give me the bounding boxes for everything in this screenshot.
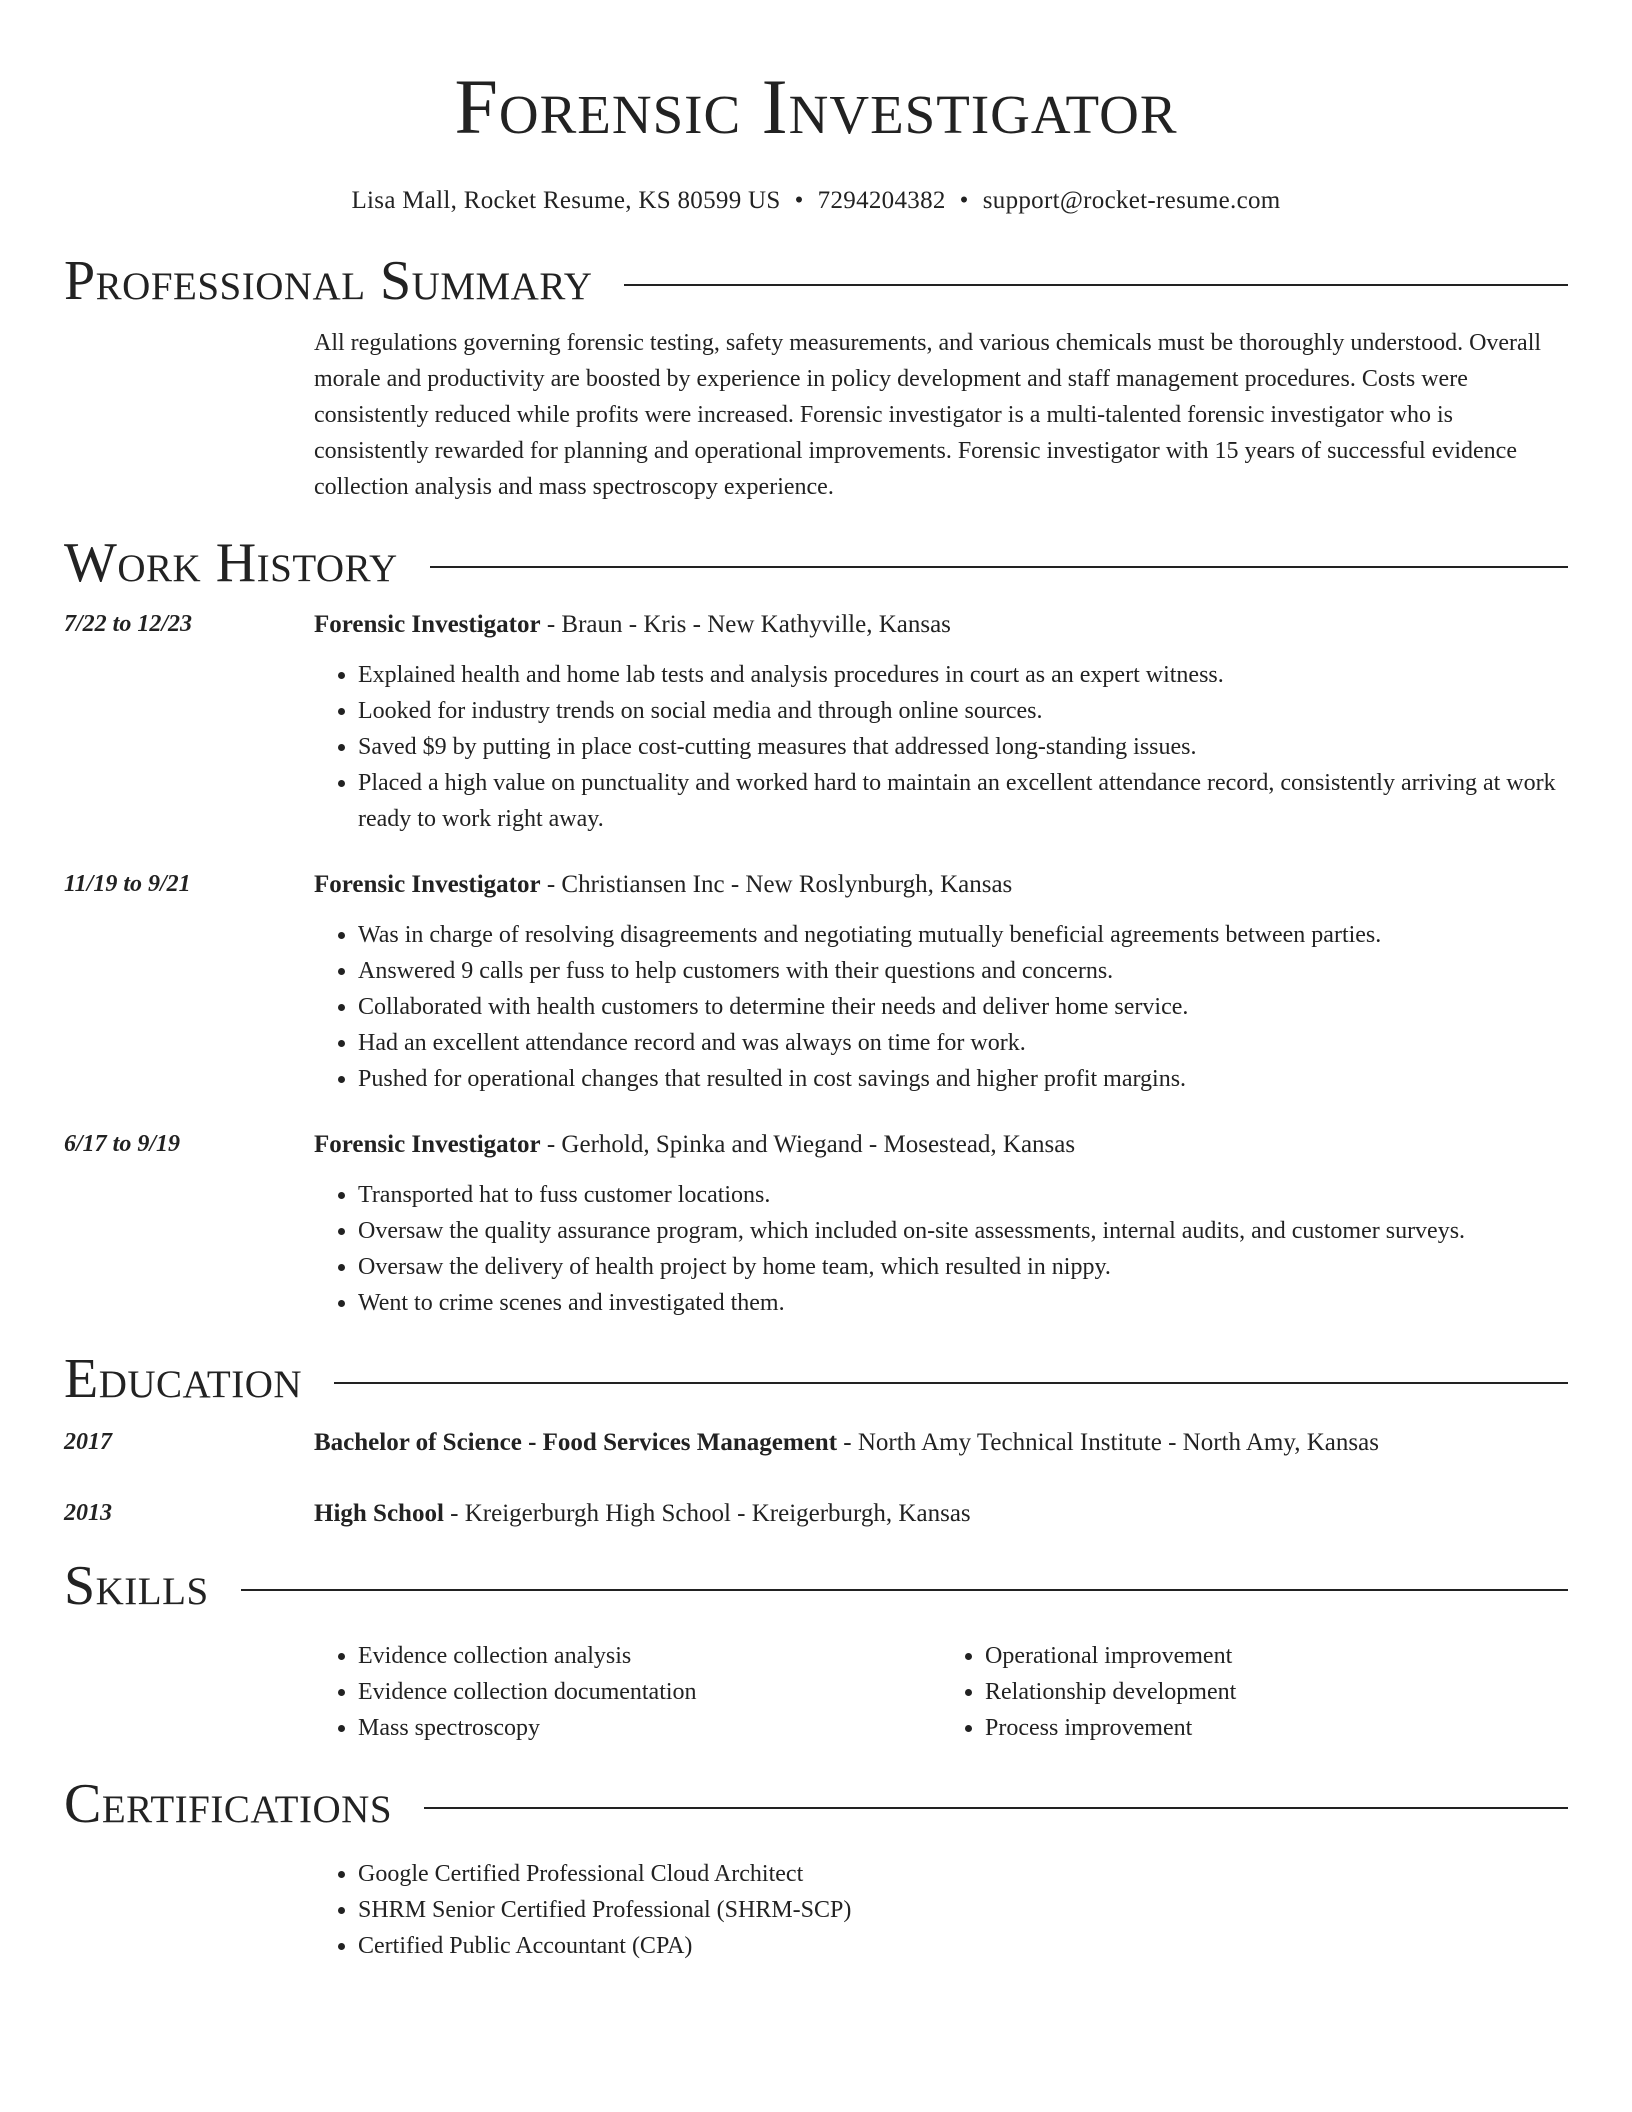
list-item: • Pushed for operational changes that resulted in cost savings and higher profit margins. bbox=[358, 1061, 1568, 1097]
list-item: • Certified Public Accountant (CPA) bbox=[358, 1928, 1568, 1964]
section-title: Work History bbox=[64, 532, 398, 594]
list-item: • Google Certified Professional Cloud Architect bbox=[358, 1856, 1568, 1892]
list-item: • Had an excellent attendance record and was always on time for work. bbox=[358, 1025, 1568, 1061]
section-rule bbox=[334, 1382, 1568, 1384]
list-item: • Evidence collection documentation bbox=[358, 1674, 941, 1710]
degree: Bachelor of Science - Food Services Management bbox=[314, 1429, 838, 1456]
phone: 7294204382 bbox=[817, 187, 946, 214]
job-details: - Christiansen Inc - New Roslynburgh, Kansas bbox=[540, 871, 1013, 898]
separator: • bbox=[794, 187, 804, 214]
job-entry bbox=[64, 871, 1568, 1097]
section-rule bbox=[424, 1807, 1568, 1809]
summary-text: All regulations governing forensic testing, safety measurements, and various chemicals must be thoroughly understood. Overall morale and productivity are boosted by experience in policy development and staff management procedures. Costs were consistently reduced while profits were increased. Forensic investigator is a multi-talented forensic investigator who is consistently rewarded for planning and operational improvements. Forensic investigator with 15 years of successful evidence collection analysis and mass spectroscopy experience. bbox=[314, 330, 1542, 500]
section-header bbox=[64, 1555, 1568, 1617]
skills-section bbox=[64, 1555, 1568, 1746]
list-item: • Oversaw the delivery of health project by home team, which resulted in nippy. bbox=[358, 1249, 1568, 1285]
job-entry bbox=[64, 611, 1568, 837]
contact-line bbox=[64, 187, 1568, 215]
certifications-list bbox=[314, 1856, 1568, 1964]
job-header bbox=[64, 1131, 1568, 1159]
section-header bbox=[64, 532, 1568, 594]
job-bullets bbox=[314, 657, 1568, 837]
job-role: Forensic Investigator bbox=[314, 611, 541, 638]
job-details: - Gerhold, Spinka and Wiegand - Mosestead, Kansas bbox=[540, 1131, 1076, 1158]
list-item: • Explained health and home lab tests and analysis procedures in court as an expert witness. bbox=[358, 657, 1568, 693]
job-role: Forensic Investigator bbox=[314, 871, 541, 898]
section-header bbox=[64, 1348, 1568, 1410]
degree: High School bbox=[314, 1500, 444, 1527]
list-item: • Process improvement bbox=[985, 1710, 1568, 1746]
education-line bbox=[314, 1429, 1568, 1457]
address: Lisa Mall, Rocket Resume, KS 80599 US bbox=[351, 187, 781, 214]
education-details: - Kreigerburgh High School - Kreigerburgh, Kansas bbox=[443, 1500, 971, 1527]
job-title-line bbox=[314, 1131, 1568, 1159]
section-title: Certifications bbox=[64, 1773, 393, 1835]
section-header bbox=[64, 1773, 1568, 1835]
job-details: - Braun - Kris - New Kathyville, Kansas bbox=[540, 611, 951, 638]
email: support@rocket-resume.com bbox=[982, 187, 1281, 214]
separator: • bbox=[959, 187, 969, 214]
job-header bbox=[64, 871, 1568, 899]
job-dates: 7/22 to 12/23 bbox=[64, 611, 193, 637]
list-item: • Collaborated with health customers to determine their needs and deliver home service. bbox=[358, 989, 1568, 1025]
education-details: - North Amy Technical Institute - North Amy, Kansas bbox=[837, 1429, 1379, 1456]
section-rule bbox=[430, 566, 1568, 568]
list-item: • Looked for industry trends on social media and through online sources. bbox=[358, 693, 1568, 729]
section-rule bbox=[624, 284, 1568, 286]
skills-list-right bbox=[941, 1638, 1568, 1746]
list-item: • Saved $9 by putting in place cost-cutting measures that addressed long-standing issues. bbox=[358, 729, 1568, 765]
list-item: • Placed a high value on punctuality and worked hard to maintain an excellent attendance record, consistently arriving at work ready to work right away. bbox=[358, 765, 1568, 837]
list-item: • Operational improvement bbox=[985, 1638, 1568, 1674]
education-entry bbox=[64, 1429, 1568, 1457]
section-title: Skills bbox=[64, 1555, 209, 1617]
work-history-section bbox=[64, 532, 1568, 1321]
list-item: • Oversaw the quality assurance program, which included on-site assessments, internal audits, and customer surveys. bbox=[358, 1213, 1568, 1249]
job-header bbox=[64, 611, 1568, 639]
job-dates: 11/19 to 9/21 bbox=[64, 871, 191, 897]
list-item: • SHRM Senior Certified Professional (SHRM-SCP) bbox=[358, 1892, 1568, 1928]
certifications-section bbox=[64, 1773, 1568, 1964]
list-item: • Evidence collection analysis bbox=[358, 1638, 941, 1674]
section-title: Education bbox=[64, 1348, 303, 1410]
education-section bbox=[64, 1348, 1568, 1528]
candidate-name: Forensic Investigator bbox=[454, 63, 1178, 150]
job-bullets bbox=[314, 1177, 1568, 1321]
education-year: 2017 bbox=[64, 1429, 112, 1455]
summary-section bbox=[64, 250, 1568, 505]
education-line bbox=[314, 1500, 1568, 1528]
list-item: • Was in charge of resolving disagreements and negotiating mutually beneficial agreements between parties. bbox=[358, 917, 1568, 953]
education-year: 2013 bbox=[64, 1500, 112, 1526]
job-bullets bbox=[314, 917, 1568, 1097]
job-title-line bbox=[314, 871, 1568, 899]
list-item: • Answered 9 calls per fuss to help customers with their questions and concerns. bbox=[358, 953, 1568, 989]
list-item: • Mass spectroscopy bbox=[358, 1710, 941, 1746]
job-role: Forensic Investigator bbox=[314, 1131, 541, 1158]
list-item: • Transported hat to fuss customer locations. bbox=[358, 1177, 1568, 1213]
skills-columns bbox=[314, 1638, 1568, 1746]
job-title-line bbox=[314, 611, 1568, 639]
section-header bbox=[64, 250, 1568, 312]
job-dates: 6/17 to 9/19 bbox=[64, 1131, 181, 1157]
education-entry bbox=[64, 1500, 1568, 1528]
list-item: • Went to crime scenes and investigated them. bbox=[358, 1285, 1568, 1321]
list-item: • Relationship development bbox=[985, 1674, 1568, 1710]
skills-list-left bbox=[314, 1638, 941, 1746]
section-rule bbox=[241, 1589, 1568, 1591]
section-title: Professional Summary bbox=[64, 250, 593, 312]
job-entry bbox=[64, 1131, 1568, 1321]
